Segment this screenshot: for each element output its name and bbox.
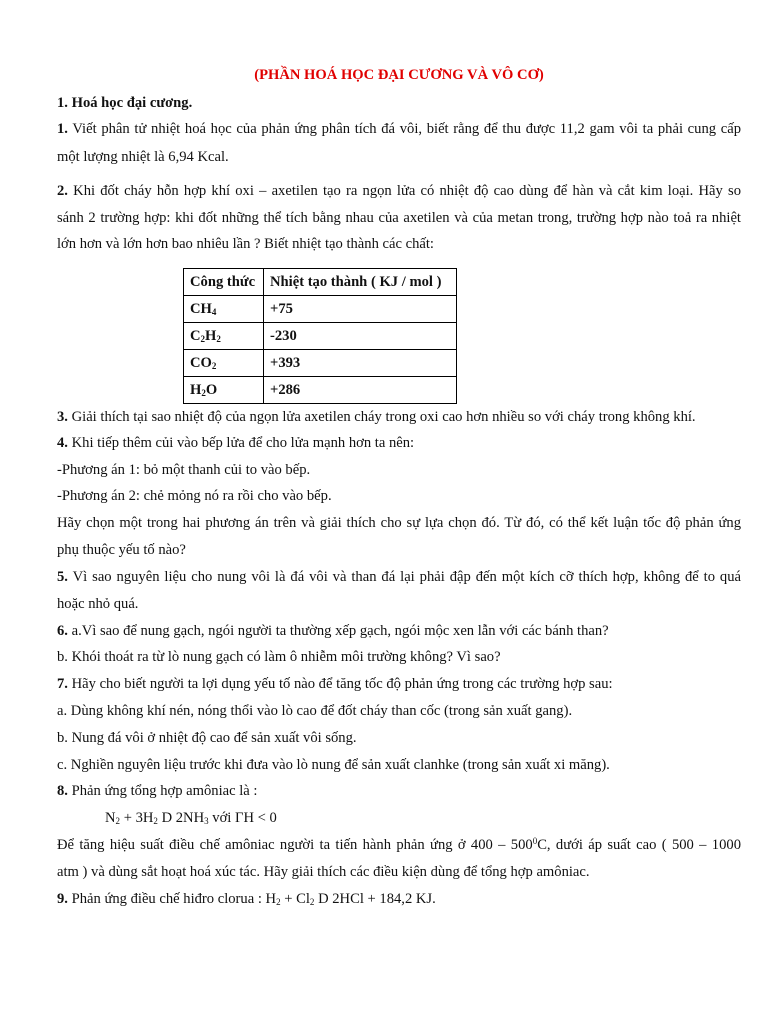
heat-value-cell: +393 <box>264 350 457 377</box>
question-6b: b. Khói thoát ra từ lò nung gạch có làm ô nhiễm môi trường không? Vì sao? <box>57 649 501 665</box>
formula-cell: $CH_4$ <box>184 296 264 323</box>
question-5-line-2: hoặc nhỏ quá. <box>57 596 139 612</box>
question-2-line-1: 2. Khi đốt cháy hỗn hợp khí oxi – axetilen tạo ra ngọn lửa có nhiệt độ cao dùng để hàn và cắt kim loại. Hãy so <box>57 183 741 199</box>
heat-of-formation-table <box>183 268 457 404</box>
question-7c: c. Nghiền nguyên liệu trước khi đưa vào lò nung để sản xuất clanhke (trong sản xuất xi măng). <box>57 757 610 773</box>
question-4-line-1: Hãy chọn một trong hai phương án trên và giải thích cho sự lựa chọn đó. Từ đó, có thể kết luận tốc độ phản ứng <box>57 515 741 531</box>
question-2-line-3: lớn hơn và lớn hơn bao nhiêu lần ? Biết nhiệt tạo thành các chất: <box>57 236 434 252</box>
table-header-row <box>184 269 457 296</box>
heat-value-cell: +75 <box>264 296 457 323</box>
question-7: 7. Hãy cho biết người ta lợi dụng yếu tố nào để tăng tốc độ phản ứng trong các trường hợp sau: <box>57 676 613 692</box>
question-1-line-1: 1. Viết phân tử nhiệt hoá học của phản ứng phân tích đá vôi, biết rằng để thu được 11,2 gam vôi ta phải cung cấp <box>57 121 741 137</box>
ammonia-equation: $N_2 + 3H_2$ D $2NH_3$ với ΓH < 0 <box>105 810 277 826</box>
formula-cell: $CO_2$ <box>184 350 264 377</box>
table-row <box>184 350 457 377</box>
question-4-option-2: -Phương án 2: chẻ mỏng nó ra rồi cho vào bếp. <box>57 488 332 504</box>
question-4-option-1: -Phương án 1: bỏ một thanh củi to vào bếp. <box>57 462 311 478</box>
header-formula: Công thức <box>184 269 264 296</box>
question-4-line-2: phụ thuộc yếu tố nào? <box>57 542 186 558</box>
question-8-line-2: atm ) và dùng sắt hoạt hoá xúc tác. Hãy giải thích các điều kiện dùng để tổng hợp amôniac. <box>57 864 590 880</box>
formula-cell: $H_2O$ <box>184 377 264 404</box>
heat-value-cell: +286 <box>264 377 457 404</box>
question-5-line-1: 5. Vì sao nguyên liệu cho nung vôi là đá vôi và than đá lại phải đập đến một kích cỡ thích hợp, không để to quá <box>57 569 741 585</box>
table-row <box>184 377 457 404</box>
table-row <box>184 296 457 323</box>
question-8-line-1: Để tăng hiệu suất điều chế amôniac người ta tiến hành phản ứng ở $400 - 500^0C$, dưới áp suất cao ( 500 – 1000 <box>57 836 741 853</box>
section-heading: 1. Hoá học đại cương. <box>57 95 193 111</box>
question-3: 3. Giải thích tại sao nhiệt độ của ngọn lửa axetilen cháy trong oxi cao hơn nhiều so với cháy trong không khí. <box>57 409 696 425</box>
question-4: 4. Khi tiếp thêm củi vào bếp lửa để cho lửa mạnh hơn ta nên: <box>57 435 415 451</box>
question-7a: a. Dùng không khí nén, nóng thổi vào lò cao để đốt cháy than cốc (trong sản xuất gang). <box>57 703 573 719</box>
question-9: 9. Phản ứng điều chế hiđro clorua : $H_2 + Cl_2$ D 2HCl + 184,2 KJ. <box>57 891 436 907</box>
question-8: 8. Phản ứng tổng hợp amôniac là : <box>57 783 258 799</box>
question-6a: 6. a.Vì sao để nung gạch, ngói người ta thường xếp gạch, ngói mộc xen lẫn với các bánh than? <box>57 623 609 639</box>
question-2-line-2: sánh 2 trường hợp: khi đốt những thể tích bằng nhau của axetilen và của metan trong, trường hợp nào toả ra nhiệt <box>57 210 741 226</box>
table-row <box>184 323 457 350</box>
page-title: (PHẦN HOÁ HỌC ĐẠI CƯƠNG VÀ VÔ CƠ) <box>254 67 544 83</box>
formula-cell: $C_2H_2$ <box>184 323 264 350</box>
header-heat: Nhiệt tạo thành ( KJ / mol ) <box>264 269 457 296</box>
question-7b: b. Nung đá vôi ở nhiệt độ cao để sản xuất vôi sống. <box>57 730 357 746</box>
heat-value-cell: -230 <box>264 323 457 350</box>
question-1-line-2: một lượng nhiệt là 6,94 Kcal. <box>57 149 229 165</box>
